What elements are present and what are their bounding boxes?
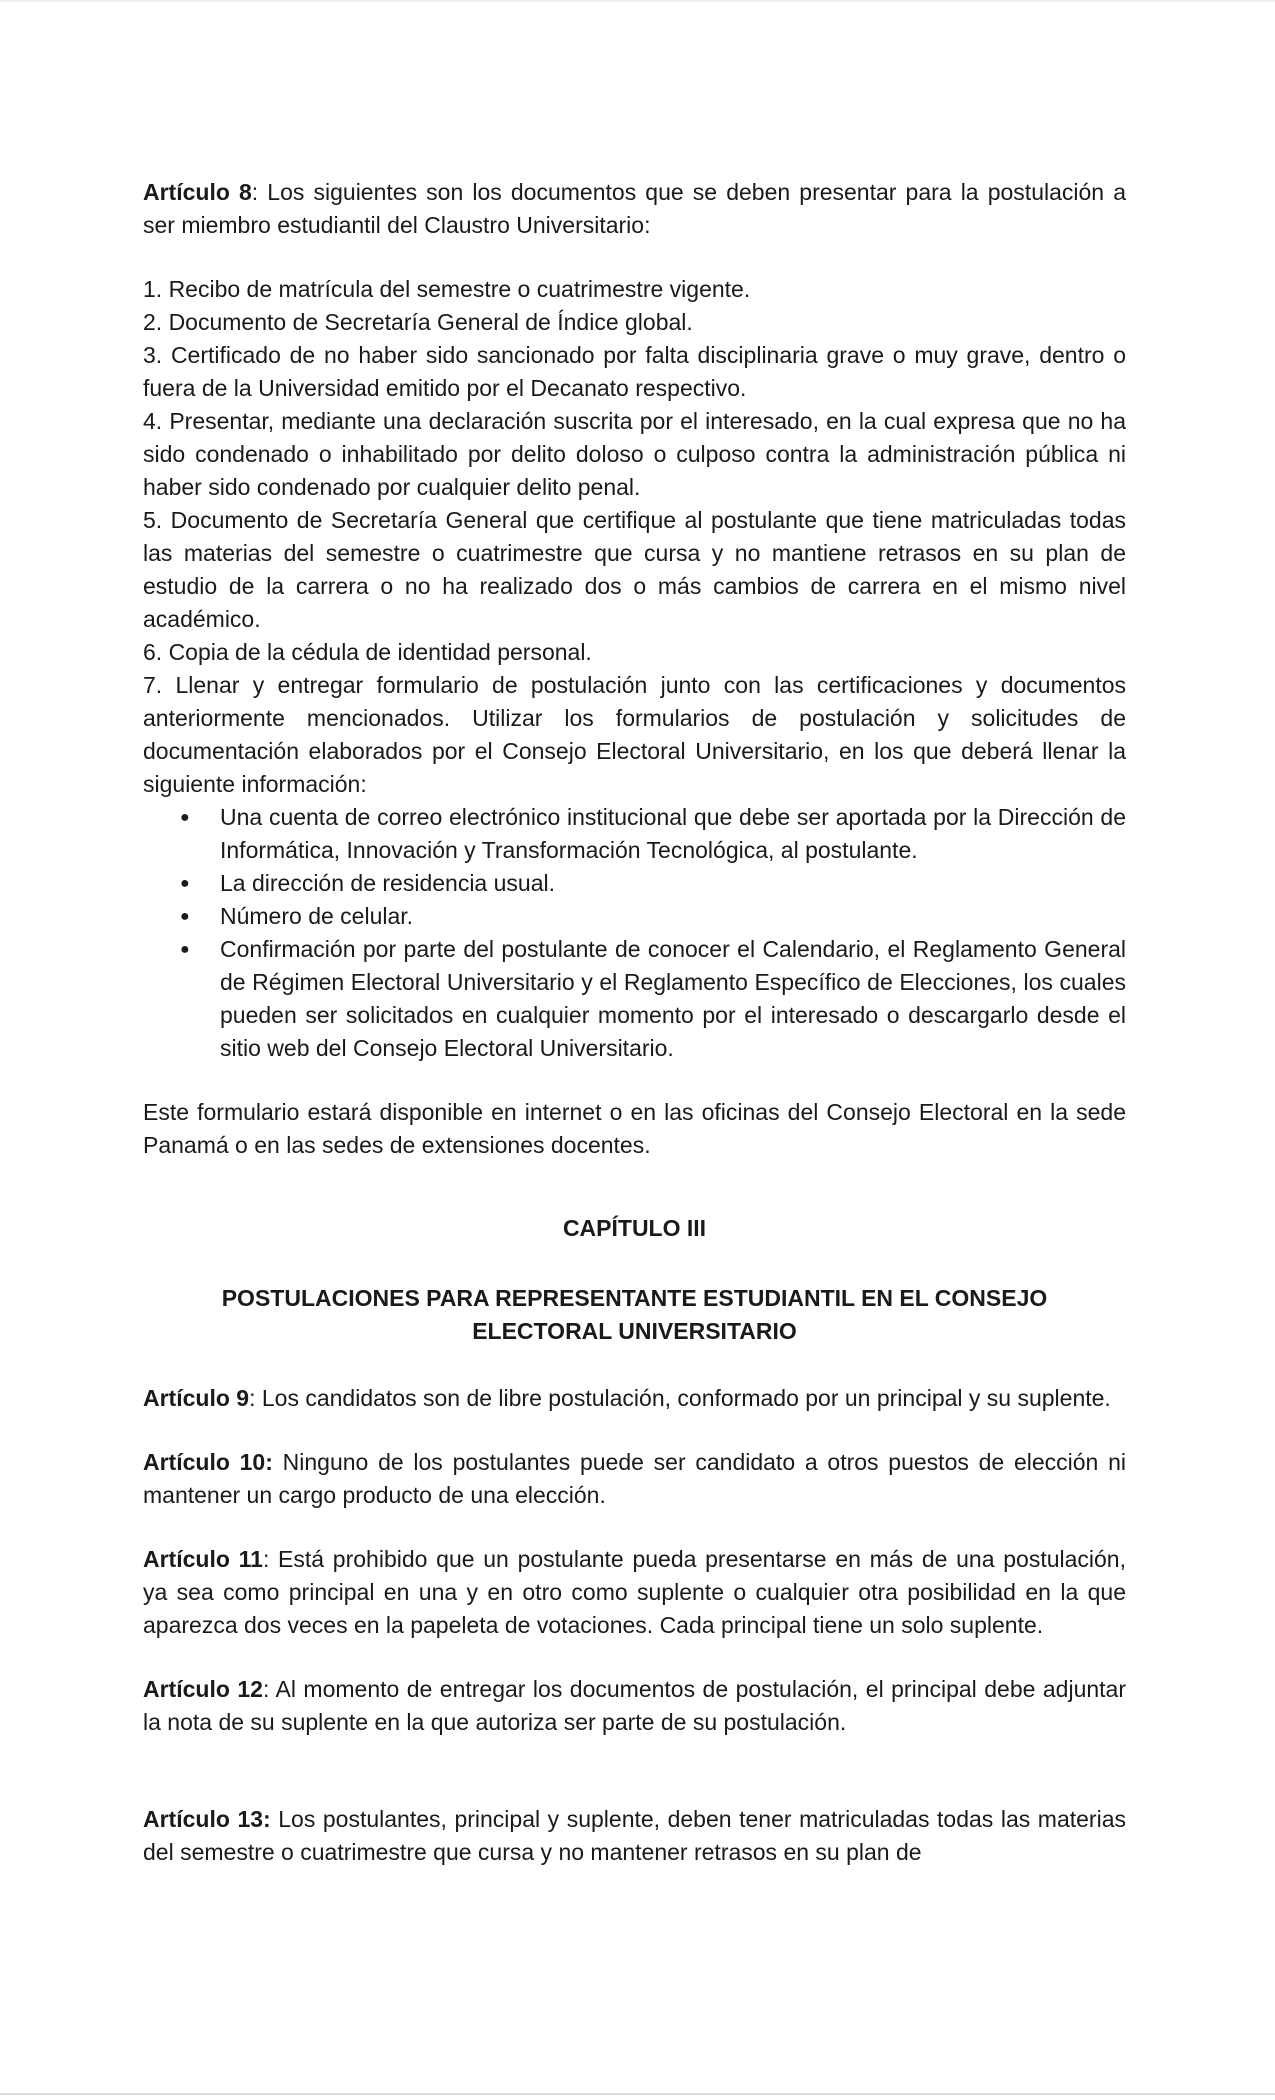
form-info-text-3: Número de celular.: [220, 903, 414, 929]
form-info-item-4: [143, 933, 1126, 1065]
form-info-text-1: Una cuenta de correo electrónico institucional que debe ser aportada por la Dirección de Informática, Innovación y Transformación Tecnológica, al postulante.: [220, 804, 1126, 863]
article-13-label: Artículo 13:: [143, 1806, 271, 1832]
requirement-item-2: 2. Documento de Secretaría General de Índice global.: [143, 309, 693, 335]
form-info-text-2: La dirección de residencia usual.: [220, 870, 555, 896]
article-13: [143, 1803, 1126, 1869]
chapter-subtitle: POSTULACIONES PARA REPRESENTANTE ESTUDIANTIL EN EL CONSEJO ELECTORAL UNIVERSITARIO: [221, 1285, 1048, 1344]
chapter-title: CAPÍTULO III: [562, 1215, 707, 1241]
bullet-icon: ●: [180, 941, 190, 958]
requirements-list: [143, 273, 1126, 801]
article-8-closing: Este formulario estará disponible en internet o en las oficinas del Consejo Electoral en la sede Panamá o en las sedes de extensiones docentes.: [143, 1099, 1126, 1158]
article-10-text: Ninguno de los postulantes puede ser candidato a otros puestos de elección ni mantener un cargo producto de una elección.: [143, 1449, 1126, 1508]
form-info-text-4: Confirmación por parte del postulante de conocer el Calendario, el Reglamento General de Régimen Electoral Universitario y el Reglamento Específico de Elecciones, los cuales pueden ser solicitados en cualquier momento por el interesado o descargarlo desde el sitio web del Consejo Electoral Universitario.: [220, 936, 1126, 1061]
form-info-item-3: [143, 900, 1126, 933]
article-9: [143, 1382, 1126, 1415]
article-8-label: Artículo 8: [143, 179, 252, 205]
article-8-intro: [143, 176, 1126, 242]
article-13-text: Los postulantes, principal y suplente, deben tener matriculadas todas las materias del semestre o cuatrimestre que cursa y no mantener retrasos en su plan de: [143, 1806, 1126, 1865]
article-11: [143, 1543, 1126, 1642]
bullet-icon: ●: [180, 809, 190, 826]
article-8-text: : Los siguientes son los documentos que se deben presentar para la postulación a ser miembro estudiantil del Claustro Universitario:: [143, 179, 1126, 238]
bullet-icon: ●: [180, 908, 190, 925]
form-information-list: [143, 801, 1126, 1065]
article-10-label: Artículo 10:: [143, 1449, 273, 1475]
article-9-text: : Los candidatos son de libre postulación, conformado por un principal y su suplente.: [249, 1385, 1111, 1411]
page-top-edge: [0, 0, 1275, 2]
article-12-text: : Al momento de entregar los documentos de postulación, el principal debe adjuntar la nota de su suplente en la que autoriza ser parte de su postulación.: [143, 1676, 1126, 1735]
requirement-item-6: 6. Copia de la cédula de identidad personal.: [143, 639, 592, 665]
document-body: [143, 176, 1126, 1869]
bullet-icon: ●: [180, 875, 190, 892]
article-12: [143, 1673, 1126, 1739]
page-bottom-edge: [0, 2093, 1275, 2095]
article-11-label: Artículo 11: [143, 1546, 263, 1572]
article-12-label: Artículo 12: [143, 1676, 263, 1702]
article-10: [143, 1446, 1126, 1512]
form-info-item-2: [143, 867, 1126, 900]
form-info-item-1: [143, 801, 1126, 867]
requirement-item-3: 3. Certificado de no haber sido sancionado por falta disciplinaria grave o muy grave, dentro o fuera de la Universidad emitido por el Decanato respectivo.: [143, 342, 1126, 401]
article-11-text: : Está prohibido que un postulante pueda presentarse en más de una postulación, ya sea como principal en una y en otro como suplente o cualquier otra posibilidad en la que aparezca dos veces en la papeleta de votaciones. Cada principal tiene un solo suplente.: [143, 1546, 1126, 1638]
requirement-item-1: 1. Recibo de matrícula del semestre o cuatrimestre vigente.: [143, 276, 751, 302]
requirement-item-4: 4. Presentar, mediante una declaración suscrita por el interesado, en la cual expresa que no ha sido condenado o inhabilitado por delito doloso o culposo contra la administración pública ni haber sido condenado por cualquier delito penal.: [143, 408, 1126, 500]
article-9-label: Artículo 9: [143, 1385, 250, 1411]
requirement-item-7: 7. Llenar y entregar formulario de postulación junto con las certificaciones y documentos anteriormente mencionados. Utilizar los formularios de postulación y solicitudes de documentación elaborados por el Consejo Electoral Universitario, en los que deberá llenar la siguiente información:: [143, 672, 1126, 797]
requirement-item-5: 5. Documento de Secretaría General que certifique al postulante que tiene matriculadas todas las materias del semestre o cuatrimestre que cursa y no mantiene retrasos en su plan de estudio de la carrera o no ha realizado dos o más cambios de carrera en el mismo nivel académico.: [143, 507, 1126, 632]
